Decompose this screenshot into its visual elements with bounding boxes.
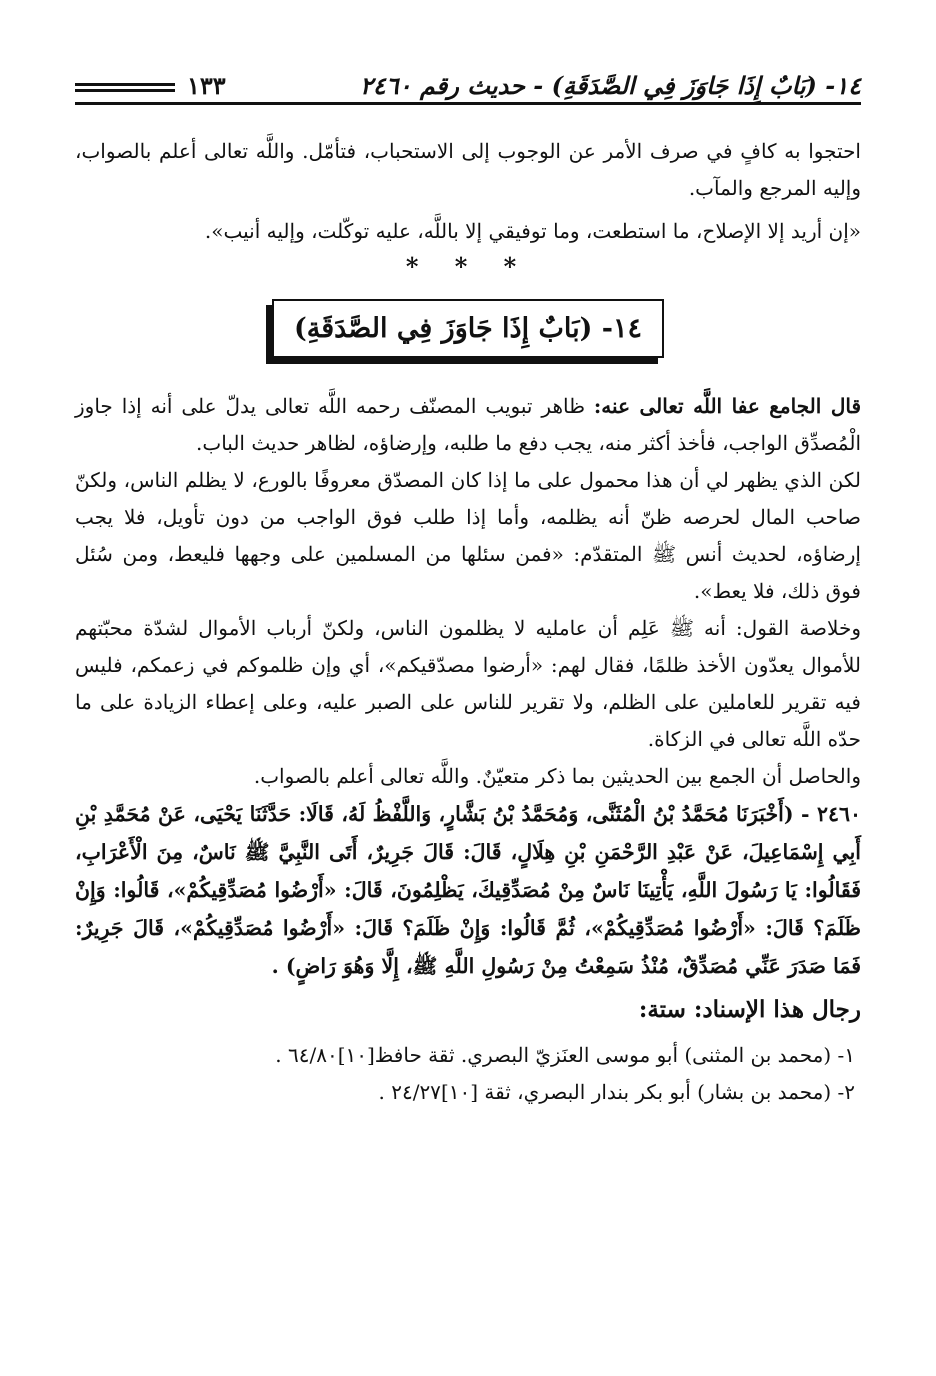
rijal-heading: رجال هذا الإسناد: ستة: xyxy=(638,996,861,1023)
header-double-rule xyxy=(75,80,175,92)
commentary-paragraph-1 xyxy=(75,388,861,462)
narrator-item: ٢- (محمد بن بشار) أبو بكر بندار البصري، ثقة [١٠]٢٤/٢٧ . xyxy=(378,1080,855,1104)
narrator-item: ١- (محمد بن المثنى) أبو موسى العنَزيّ البصري. ثقة حافظ[١٠]٦٤/٨٠ . xyxy=(275,1043,855,1067)
page-number: ١٣٣ xyxy=(187,71,226,100)
intro-paragraph: احتجوا به كافٍ في صرف الأمر عن الوجوب إلى الاستحباب، فتأمّل. واللَّه تعالى أعلم بالصواب، وإليه المرجع والمآب. xyxy=(75,139,861,200)
commentary-text-1: ظاهر تبويب المصنّف رحمه اللَّه تعالى يدلّ على أنه إذا جاوز الْمُصدِّق الواجب، فأخذ أكثر منه، يجب دفع ما طلبه، وإرضاؤه، لظاهر حديث الباب. xyxy=(75,394,861,455)
running-header xyxy=(75,60,861,100)
book-page xyxy=(75,60,861,1111)
closing-quote: «إن أريد إلا الإصلاح، ما استطعت، وما توفيقي إلا باللَّه، عليه توكّلت، وإليه أنيب». xyxy=(204,219,861,243)
chapter-title: ١٤- (بَابٌ إِذَا جَاوَزَ فِي الصَّدَقَةِ) xyxy=(272,299,664,358)
header-rule xyxy=(75,102,861,105)
commentary-paragraph-3: وخلاصة القول: أنه ﷺ عَلِم أن عامليه لا يظلمون الناس، ولكنّ أرباب الأموال لشدّة محبّتهم للأموال يعدّون الأخذ ظلمًا، فقال لهم: «أرضوا مصدّقيكم»، أي وإن ظلموكم في زعمكم، فليس فيه تقرير للعاملين على الظلم، ولا تقرير للناس على الصبر عليه، وعلى إعطاء الزيادة على ما حدّه اللَّه تعالى في الزكاة. xyxy=(75,616,862,751)
commentary-lead: قال الجامع عفا اللَّه تعالى عنه: xyxy=(593,394,862,418)
section-separator: * * * xyxy=(405,252,531,281)
page-number-group xyxy=(75,71,226,100)
commentary-paragraph-2: لكن الذي يظهر لي أن هذا محمول على ما إذا كان المصدّق معروفًا بالورع، لا يظلم الناس، ولكنّ صاحب المال لحرصه ظنّ أنه يظلمه، وأما إذا طلب فوق الواجب من دون تأويل، فلا يجب إرضاؤه، لحديث أنس ﷺ المتقدّم: «فمن سئلها من المسلمين على وجهها فليعط، ومن سُئل فوق ذلك، فلا يعط». xyxy=(75,468,862,603)
hadith-text: ٢٤٦٠ - (أَخْبَرَنَا مُحَمَّدُ بْنُ الْمُثَنَّى، وَمُحَمَّدُ بْنُ بَشَّارٍ، وَاللَّفْظُ لَهُ، قَالَا: حَدَّثَنَا يَحْيَى، عَنْ مُحَمَّدِ بْنِ أَبِي إِسْمَاعِيلَ، عَنْ عَبْدِ الرَّحْمَنِ بْنِ هِلَالٍ، قَالَ: قَالَ جَرِيرٌ، أَتَى النَّبِيَّ ﷺ نَاسٌ، مِنَ الْأَعْرَابِ، فَقَالُوا: يَا رَسُولَ اللَّهِ، يَأْتِينَا نَاسٌ مِنْ مُصَدِّقِيكَ، يَظْلِمُونَ، قَالَ: «أَرْضُوا مُصَدِّقِيكُمْ»، قَالُوا: وَإِنْ ظَلَمَ؟ قَالَ: «أَرْضُوا مُصَدِّقِيكُمْ»، ثُمَّ قَالُوا: وَإِنْ ظَلَمَ؟ قَالَ: «أَرْضُوا مُصَدِّقِيكُمْ»، قَالَ جَرِيرٌ: فَمَا صَدَرَ عَنِّي مُصَدِّقٌ، مُنْذُ سَمِعْتُ مِنْ رَسُولِ اللَّهِ ﷺ، إِلَّا وَهُوَ رَاضٍ) . xyxy=(75,802,861,978)
commentary-paragraph-4: والحاصل أن الجمع بين الحديثين بما ذكر متعيّنٌ. واللَّه تعالى أعلم بالصواب. xyxy=(253,764,861,788)
running-title: ١٤- (بَابٌ إِذَا جَاوَزَ فِي الصَّدَقَةِ) - حديث رقم ٢٤٦٠ xyxy=(359,71,861,100)
chapter-heading-wrap xyxy=(75,299,861,358)
